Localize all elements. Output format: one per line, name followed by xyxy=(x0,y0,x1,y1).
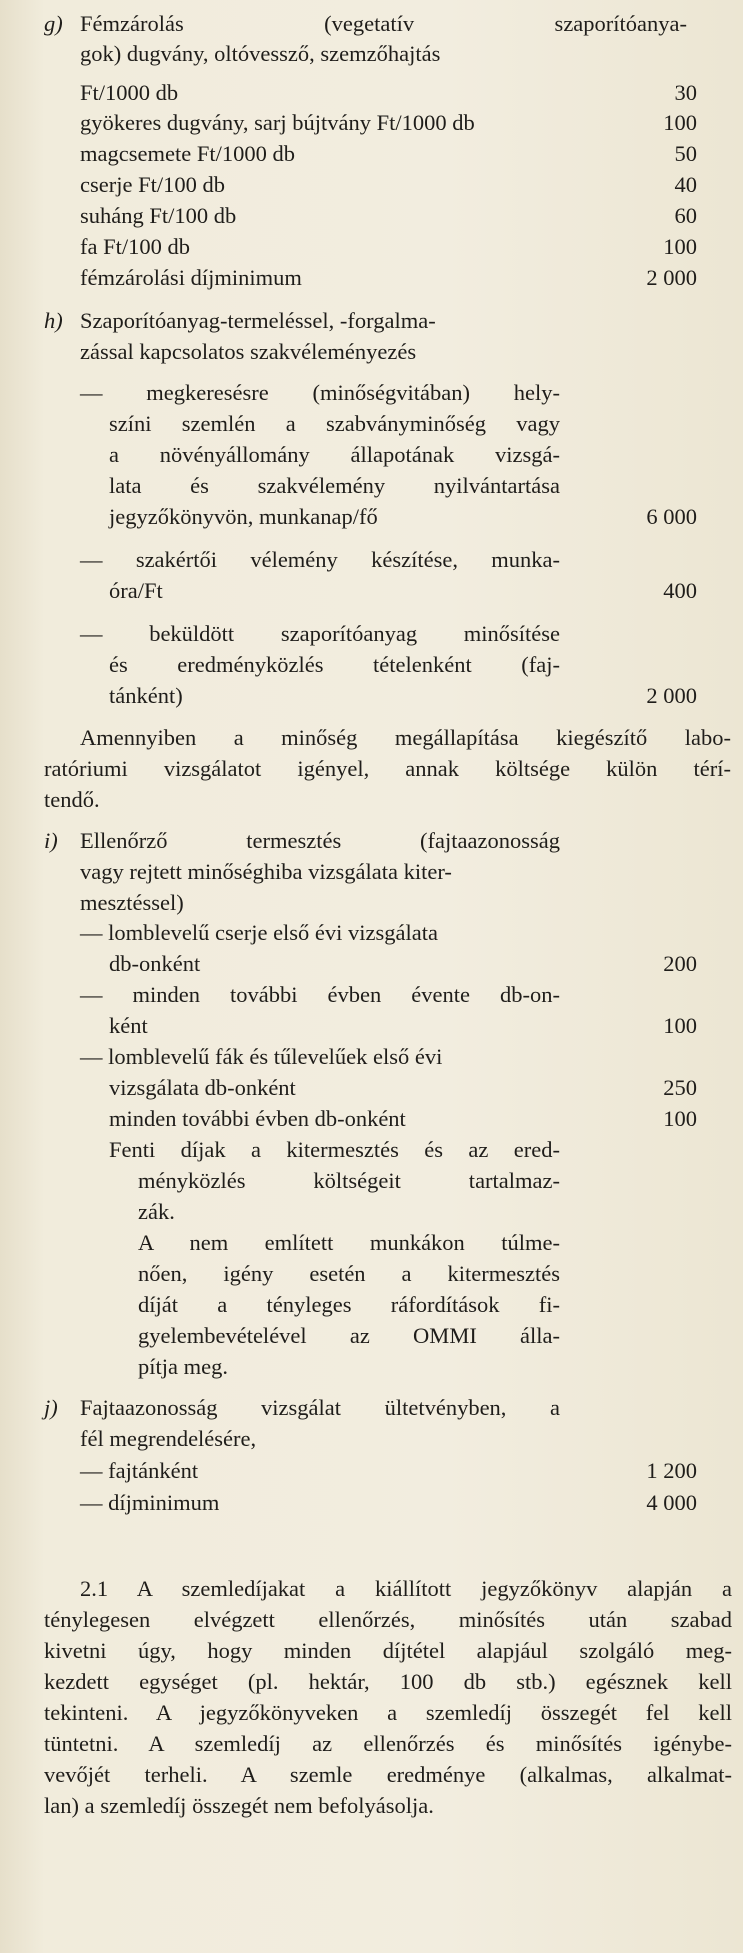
i-item4-value: 100 xyxy=(663,1106,697,1131)
h-item3-value: 2 000 xyxy=(646,683,697,708)
section-g-heading-line2: gok) dugvány, oltóvessző, szemzőhajtás xyxy=(80,41,441,66)
section-i-heading-line2: vagy rejtett minőséghiba vizsgálata kiter- xyxy=(80,859,452,884)
h-item1-line4: lata és szakvélemény nyilvántartása xyxy=(109,473,560,498)
j-row-label: — fajtánként xyxy=(80,1458,199,1483)
g-row-label: fa Ft/100 db xyxy=(80,234,190,259)
g-row-value: 60 xyxy=(674,203,697,228)
g-row-label: magcsemete Ft/1000 db xyxy=(80,141,295,166)
g-row-label: Ft/1000 db xyxy=(80,80,179,105)
g-row-value: 30 xyxy=(674,80,697,105)
i-note1-line3: zák. xyxy=(138,1199,175,1224)
section-j-heading-line2: fél megrendelésére, xyxy=(80,1426,257,1451)
para-2-1-line5: tekinteni. A jegyzőkönyveken a szemledíj összegét fel kell xyxy=(44,1700,732,1725)
j-row-label: — díjminimum xyxy=(80,1490,220,1515)
section-g-heading-line1: Fémzárolás (vegetatív szaporítóanya- xyxy=(80,11,687,36)
h-item1-line3: a növényállomány állapotának vizsgá- xyxy=(109,442,560,467)
para-2-1-line4: kezdett egységet (pl. hektár, 100 db stb.) egésznek kell xyxy=(44,1669,732,1694)
section-marker-g: g) xyxy=(44,11,63,36)
para-2-1-line8: lan) a szemledíj összegét nem befolyásolja. xyxy=(44,1793,434,1818)
i-item2-line2: ként xyxy=(109,1013,148,1038)
j-row-value: 4 000 xyxy=(646,1490,697,1515)
section-h-heading-line2: zással kapcsolatos szakvéleményezés xyxy=(80,339,417,364)
section-i-heading-line1: Ellenőrző termesztés (fajtaazonosság xyxy=(80,828,560,853)
g-row-label: fémzárolási díjminimum xyxy=(80,265,302,290)
h-item1-value: 6 000 xyxy=(646,504,697,529)
i-item2-value: 100 xyxy=(663,1013,697,1038)
g-row-value: 100 xyxy=(663,234,697,259)
section-marker-j: j) xyxy=(44,1395,58,1420)
g-row-value: 50 xyxy=(674,141,697,166)
i-item1-value: 200 xyxy=(663,951,697,976)
g-row-label: gyökeres dugvány, sarj bújtvány Ft/1000 db xyxy=(80,110,475,135)
i-note2-line5: pítja meg. xyxy=(138,1354,228,1379)
g-row-value: 2 000 xyxy=(646,265,697,290)
i-note2-line3: díját a tényleges ráfordítások fi- xyxy=(138,1292,560,1317)
g-row-value: 100 xyxy=(663,110,697,135)
h-note-line2: ratóriumi vizsgálatot igényel, annak költsége külön térí- xyxy=(44,756,731,781)
j-row-value: 1 200 xyxy=(646,1458,697,1483)
h-item1-line5: jegyzőkönyvön, munkanap/fő xyxy=(109,504,378,529)
h-item3-line2: és eredményközlés tételenként (faj- xyxy=(109,652,560,677)
h-note-line3: tendő. xyxy=(44,787,100,812)
h-item1-line2: színi szemlén a szabványminőség vagy xyxy=(109,411,560,436)
i-note1-line2: ményközlés költségeit tartalmaz- xyxy=(138,1168,560,1193)
h-item2-line1: — szakértői vélemény készítése, munka- xyxy=(80,547,560,572)
h-item3-line1: — beküldött szaporítóanyag minősítése xyxy=(80,621,560,646)
i-note2-line1: A nem említett munkákon túlme- xyxy=(138,1230,560,1255)
para-2-1-line3: kivetni úgy, hogy minden díjtétel alapjául szolgáló meg- xyxy=(44,1638,732,1663)
g-row-label: cserje Ft/100 db xyxy=(80,172,225,197)
h-item3-line3: tánként) xyxy=(109,683,183,708)
i-item1-line2: db-onként xyxy=(109,951,201,976)
section-i-heading-line3: mesztéssel) xyxy=(80,890,184,915)
para-2-1-line7: vevőjét terheli. A szemle eredménye (alkalmas, alkalmat- xyxy=(44,1762,732,1787)
section-j-heading-line1: Fajtaazonosság vizsgálat ültetvényben, a xyxy=(80,1395,560,1420)
i-note2-line2: nően, igény esetén a kitermesztés xyxy=(138,1261,560,1286)
i-item1-line1: — lomblevelű cserje első évi vizsgálata xyxy=(80,920,439,945)
i-item3-line1: — lomblevelű fák és tűlevelűek első évi xyxy=(80,1044,443,1069)
i-item2-line1: — minden további évben évente db-on- xyxy=(80,982,560,1007)
para-2-1-line6: tüntetni. A szemledíj az ellenőrzés és minősítés igénybe- xyxy=(44,1731,732,1756)
i-note2-line4: gyelembevételével az OMMI álla- xyxy=(138,1323,560,1348)
i-item3-value: 250 xyxy=(663,1075,697,1100)
h-item1-line1: — megkeresésre (minőségvitában) hely- xyxy=(80,380,560,405)
para-2-1-line1: 2.1 A szemledíjakat a kiállított jegyzőkönyv alapján a xyxy=(80,1576,732,1601)
h-item2-line2: óra/Ft xyxy=(109,578,163,603)
para-2-1-line2: ténylegesen elvégzett ellenőrzés, minősítés után szabad xyxy=(44,1607,732,1632)
section-h-heading-line1: Szaporítóanyag-termeléssel, -forgalma- xyxy=(80,308,436,333)
i-item3-line2: vizsgálata db-onként xyxy=(109,1075,296,1100)
h-note-line1: Amennyiben a minőség megállapítása kiegészítő labo- xyxy=(80,725,731,750)
section-marker-i: i) xyxy=(44,828,58,853)
i-note1-line1: Fenti díjak a kitermesztés és az ered- xyxy=(109,1137,560,1162)
g-row-value: 40 xyxy=(674,172,697,197)
g-row-label: suháng Ft/100 db xyxy=(80,203,237,228)
i-item4-line1: minden további évben db-onként xyxy=(109,1106,406,1131)
section-marker-h: h) xyxy=(44,308,63,333)
h-item2-value: 400 xyxy=(663,578,697,603)
